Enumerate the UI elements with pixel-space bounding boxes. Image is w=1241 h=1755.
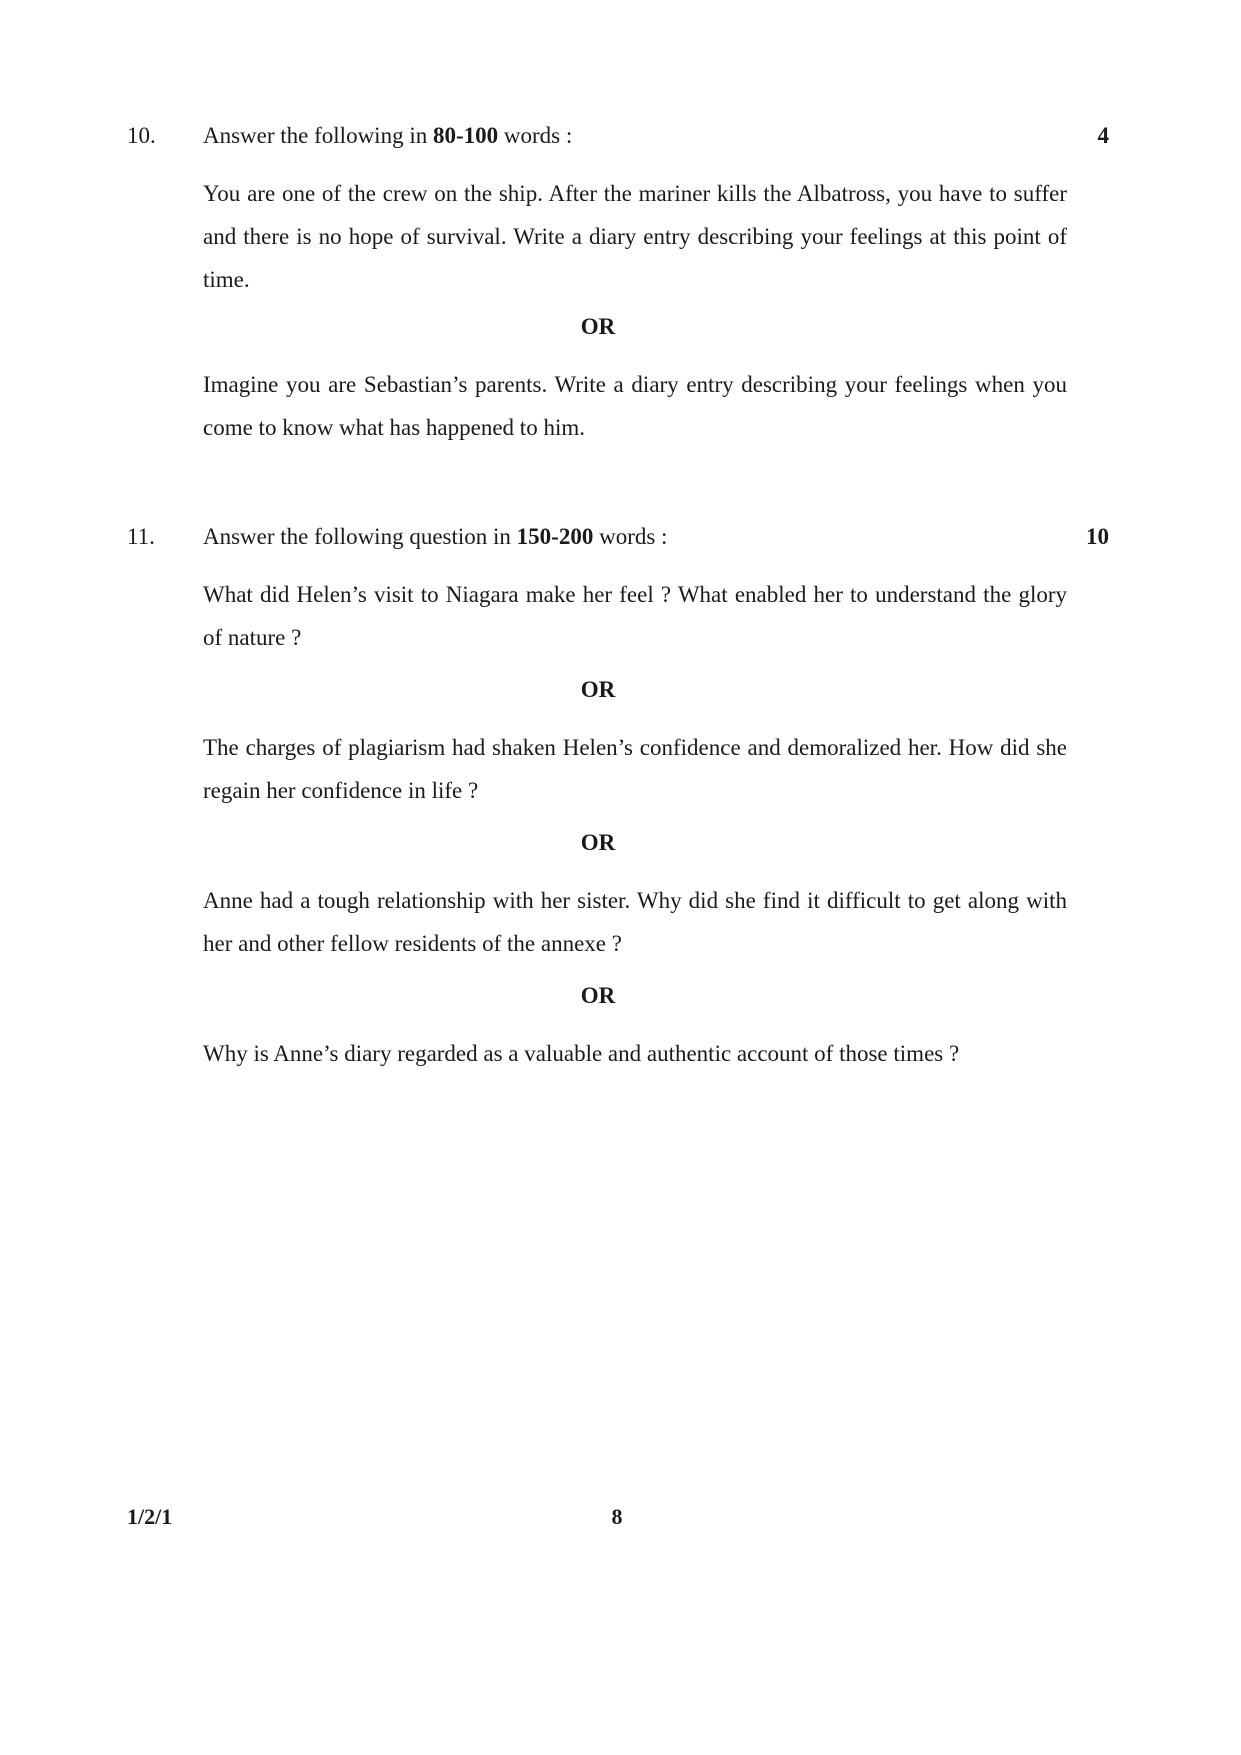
question-10-option-2: Imagine you are Sebastian’s parents. Write a diary entry describing your feelings when you come to know what has happened to him. [203,372,1067,440]
question-11-option-2: The charges of plagiarism had shaken Helen’s confidence and demoralized her. How did she regain her confidence in life ? [203,735,1067,803]
question-11-instruction [203,524,667,550]
question-10-marks: 4 [1097,123,1109,148]
question-10-number: 10. [127,123,156,148]
or-separator: OR [580,983,616,1008]
question-11-instruction-prefix: Answer the following question in [203,524,511,549]
or-separator: OR [580,314,616,339]
question-10-option-1: You are one of the crew on the ship. After the mariner kills the Albatross, you have to suffer and there is no hope of survival. Write a diary entry describing your feelings at this point of time. [203,181,1067,292]
paper-code: 1/2/1 [127,1504,173,1529]
question-10-instruction [203,123,572,149]
question-11-option-3: Anne had a tough relationship with her sister. Why did she find it difficult to get along with her and other fellow residents of the annexe ? [203,888,1067,956]
question-11-number: 11. [127,524,155,549]
question-11-option-4: Why is Anne’s diary regarded as a valuable and authentic account of those times ? [203,1041,960,1066]
page-number: 8 [611,1504,623,1529]
question-11-word-limit: 150-200 [516,524,594,549]
question-11-marks: 10 [1086,524,1109,549]
question-11-instruction-suffix: words : [599,524,668,549]
or-separator: OR [580,830,616,855]
question-10-word-limit: 80-100 [432,123,499,148]
or-separator: OR [580,677,616,702]
question-10-instruction-prefix: Answer the following in [203,123,428,148]
question-10-instruction-suffix: words : [503,123,573,148]
question-11-option-1: What did Helen’s visit to Niagara make her feel ? What enabled her to understand the glory of nature ? [203,582,1067,650]
